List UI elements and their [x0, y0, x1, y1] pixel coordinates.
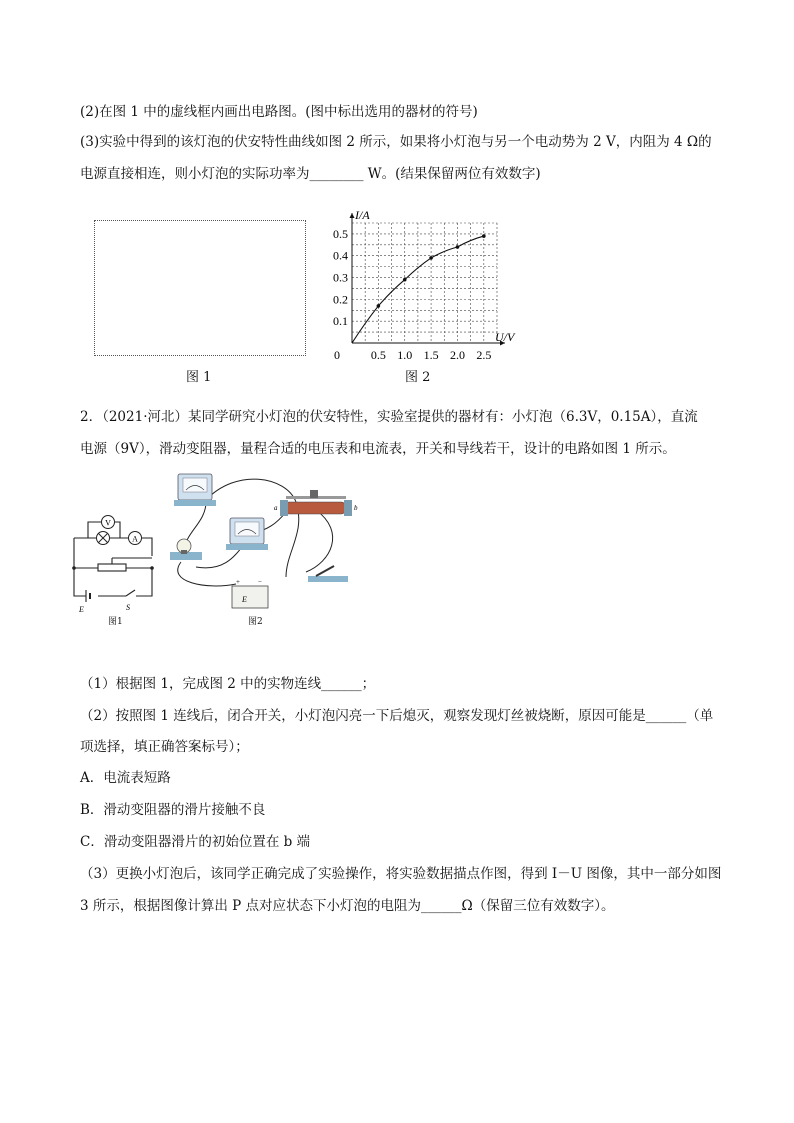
data-point	[377, 304, 381, 308]
battery-plus-label: +	[236, 578, 240, 586]
voltmeter-label: V	[105, 518, 111, 528]
q2-sub2-line1: （2）按照图 1 连线后，闭合开关，小灯泡闪亮一下后熄灭，观察发现灯丝被烧断，原因可能是______（单	[80, 708, 714, 724]
voltmeter-device	[174, 474, 216, 506]
q2-option-a: A．电流表短路	[80, 770, 171, 786]
data-point	[456, 245, 460, 249]
y-tick-label: 0.1	[333, 314, 348, 329]
q2-sub3-line1: （3）更换小灯泡后，该同学正确完成了实验操作，将实验数据描点作图，得到 I－U 图像，其中一部分如图	[80, 866, 722, 882]
apparatus-fig-label: 图2	[248, 617, 263, 627]
bulb-device	[170, 539, 202, 560]
battery-minus-label: −	[258, 578, 262, 586]
circuit-diagram	[68, 508, 168, 628]
iu-chart	[330, 205, 515, 365]
x-axis-label: U/V	[495, 330, 515, 344]
q2-sub3-line2: 3 所示，根据图像计算出 P 点对应状态下小灯泡的电阻为______Ω（保留三位有效数字）。	[80, 898, 615, 914]
battery-label: E	[79, 605, 84, 614]
q2-stem-line1: 2．（2021·河北）某同学研究小灯泡的伏安特性，实验室提供的器材有：小灯泡（6.3V，0.15A），直流	[80, 409, 698, 425]
y-tick-label: 0.4	[333, 248, 348, 263]
q2-option-b: B．滑动变阻器的滑片接触不良	[80, 802, 266, 818]
circuit-fig-label: 图1	[108, 617, 123, 627]
y-axis-arrow	[350, 213, 355, 218]
data-point	[482, 234, 486, 238]
q2-stem-line2: 电源（9V），滑动变阻器，量程合适的电压表和电流表，开关和导线若干，设计的电路如图 1 所示。	[80, 441, 676, 457]
ammeter-device	[226, 518, 268, 550]
battery-device	[232, 578, 268, 608]
q1-part3-text: (3)实验中得到的该灯泡的伏安特性曲线如图 2 所示，如果将小灯泡与另一个电动势为 2 V，内阻为 4 Ω的	[80, 134, 712, 150]
fig1-caption: 图 1	[186, 370, 212, 385]
origin-label: 0	[334, 348, 340, 362]
fig2-caption: 图 2	[405, 370, 431, 385]
q2-sub2-line2: 项选择，填正确答案标号）；	[80, 739, 249, 755]
x-tick-label: 1.5	[423, 348, 439, 362]
x-tick-label: 1.0	[397, 348, 413, 362]
switch-label: S	[126, 603, 130, 612]
x-tick-label: 0.5	[370, 348, 386, 362]
apparatus-illustration	[166, 472, 364, 612]
y-axis-label: I/A	[355, 208, 370, 222]
fig1-dashed-box	[94, 220, 306, 356]
y-tick-label: 0.2	[333, 292, 348, 307]
rheostat-device	[274, 490, 358, 516]
data-point	[403, 278, 407, 282]
data-point	[429, 256, 433, 260]
y-tick-label: 0.5	[333, 226, 348, 241]
terminal-b-label: b	[354, 504, 358, 512]
ammeter-label: A	[132, 534, 138, 544]
y-tick-label: 0.3	[333, 270, 348, 285]
x-tick-label: 2.5	[476, 348, 492, 362]
battery-device-label: E	[242, 595, 247, 604]
q1-part2-text: (2)在图 1 中的虚线框内画出电路图。(图中标出选用的器材的符号)	[80, 104, 478, 120]
q2-sub1: （1）根据图 1，完成图 2 中的实物连线______；	[80, 676, 376, 692]
x-tick-label: 2.0	[449, 348, 465, 362]
terminal-a-label: a	[274, 504, 278, 512]
q2-option-c: C．滑动变阻器滑片的初始位置在 b 端	[80, 834, 311, 850]
q1-part3-text-cont: 电源直接相连，则小灯泡的实际功率为________ W。(结果保留两位有效数字)	[80, 166, 541, 182]
